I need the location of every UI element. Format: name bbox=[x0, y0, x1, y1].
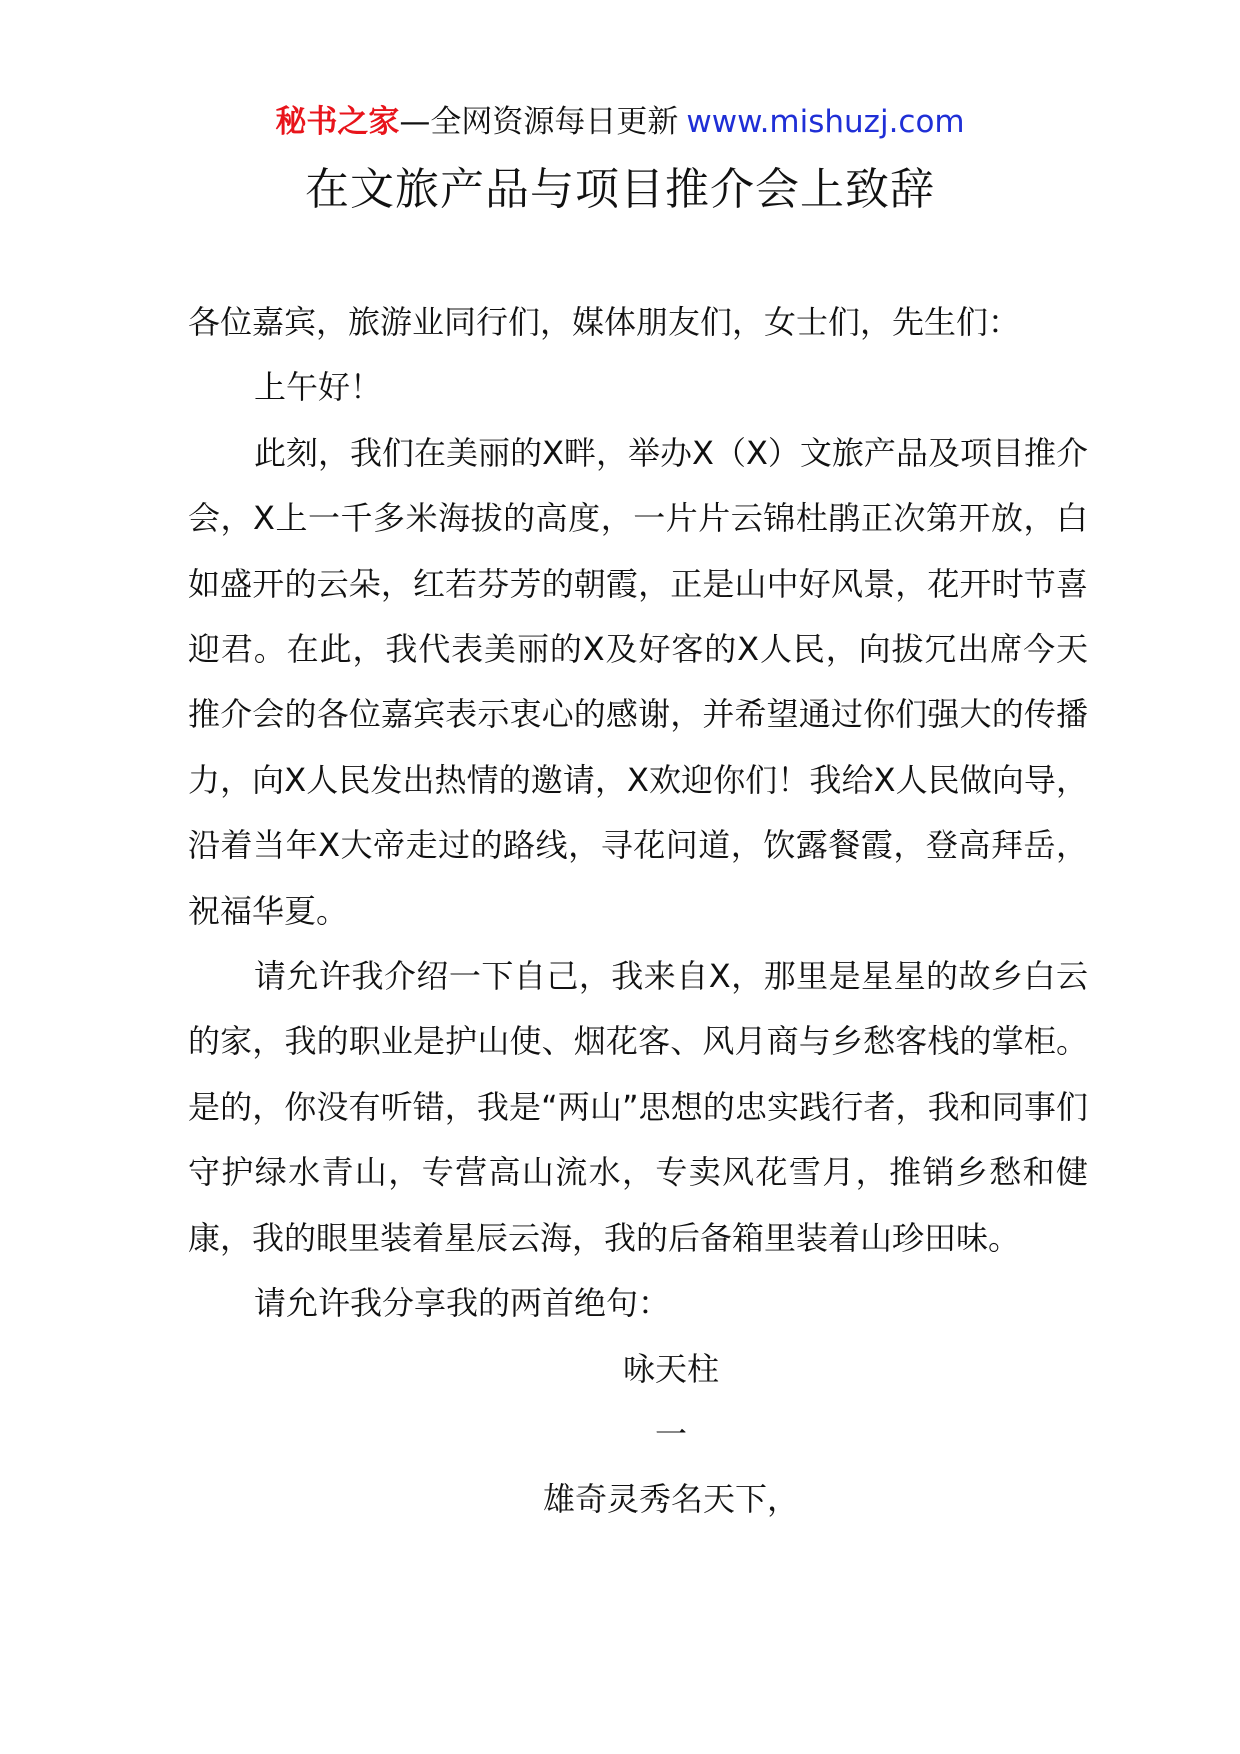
salutation-paragraph: 各位嘉宾，旅游业同行们，媒体朋友们，女士们，先生们： bbox=[188, 303, 1021, 341]
site-tagline: —全网资源每日更新 bbox=[399, 104, 679, 140]
poem-line: 雄奇灵秀名天下， bbox=[542, 1480, 799, 1519]
document-body bbox=[188, 290, 1088, 1533]
site-header bbox=[0, 102, 1240, 142]
site-url-link[interactable]: www.mishuzj.com bbox=[686, 104, 965, 140]
poem-title: 咏天柱 bbox=[622, 1349, 719, 1388]
greeting-paragraph: 上午好！ bbox=[254, 368, 383, 407]
site-brand: 秘书之家 bbox=[275, 104, 400, 140]
poem-number: 一 bbox=[654, 1414, 687, 1453]
body-paragraph: 请允许我介绍一下自己，我来自X，那里是星星的故乡白云的家，我的职业是护山使、烟花客、风月商与乡愁客栈的掌柜。是的，你没有听错，我是“两山”思想的忠实践行者，我和同事们守护绿水青山，专营高山流水，专卖风花雪月，推销乡愁和健康，我的眼里装着星辰云海，我的后备箱里装着山珍田味。 bbox=[188, 957, 1088, 1257]
page-title: 在文旅产品与项目推介会上致辞 bbox=[305, 164, 935, 215]
body-paragraph: 此刻，我们在美丽的X畔，举办X（X）文旅产品及项目推介会，X上一千多米海拔的高度，一片片云锦杜鹃正次第开放，白如盛开的云朵，红若芬芳的朝霞，正是山中好风景，花开时节喜迎君。在此，我代表美丽的X及好客的X人民，向拔冗出席今天推介会的各位嘉宾表示衷心的感谢，并希望通过你们强大的传播力，向X人民发出热情的邀请，X欢迎你们！我给X人民做向导，沿着当年X大帝走过的路线，寻花问道，饮露餐霞，登高拜岳，祝福华夏。 bbox=[188, 433, 1088, 930]
body-paragraph: 请允许我分享我的两首绝句： bbox=[254, 1284, 671, 1323]
